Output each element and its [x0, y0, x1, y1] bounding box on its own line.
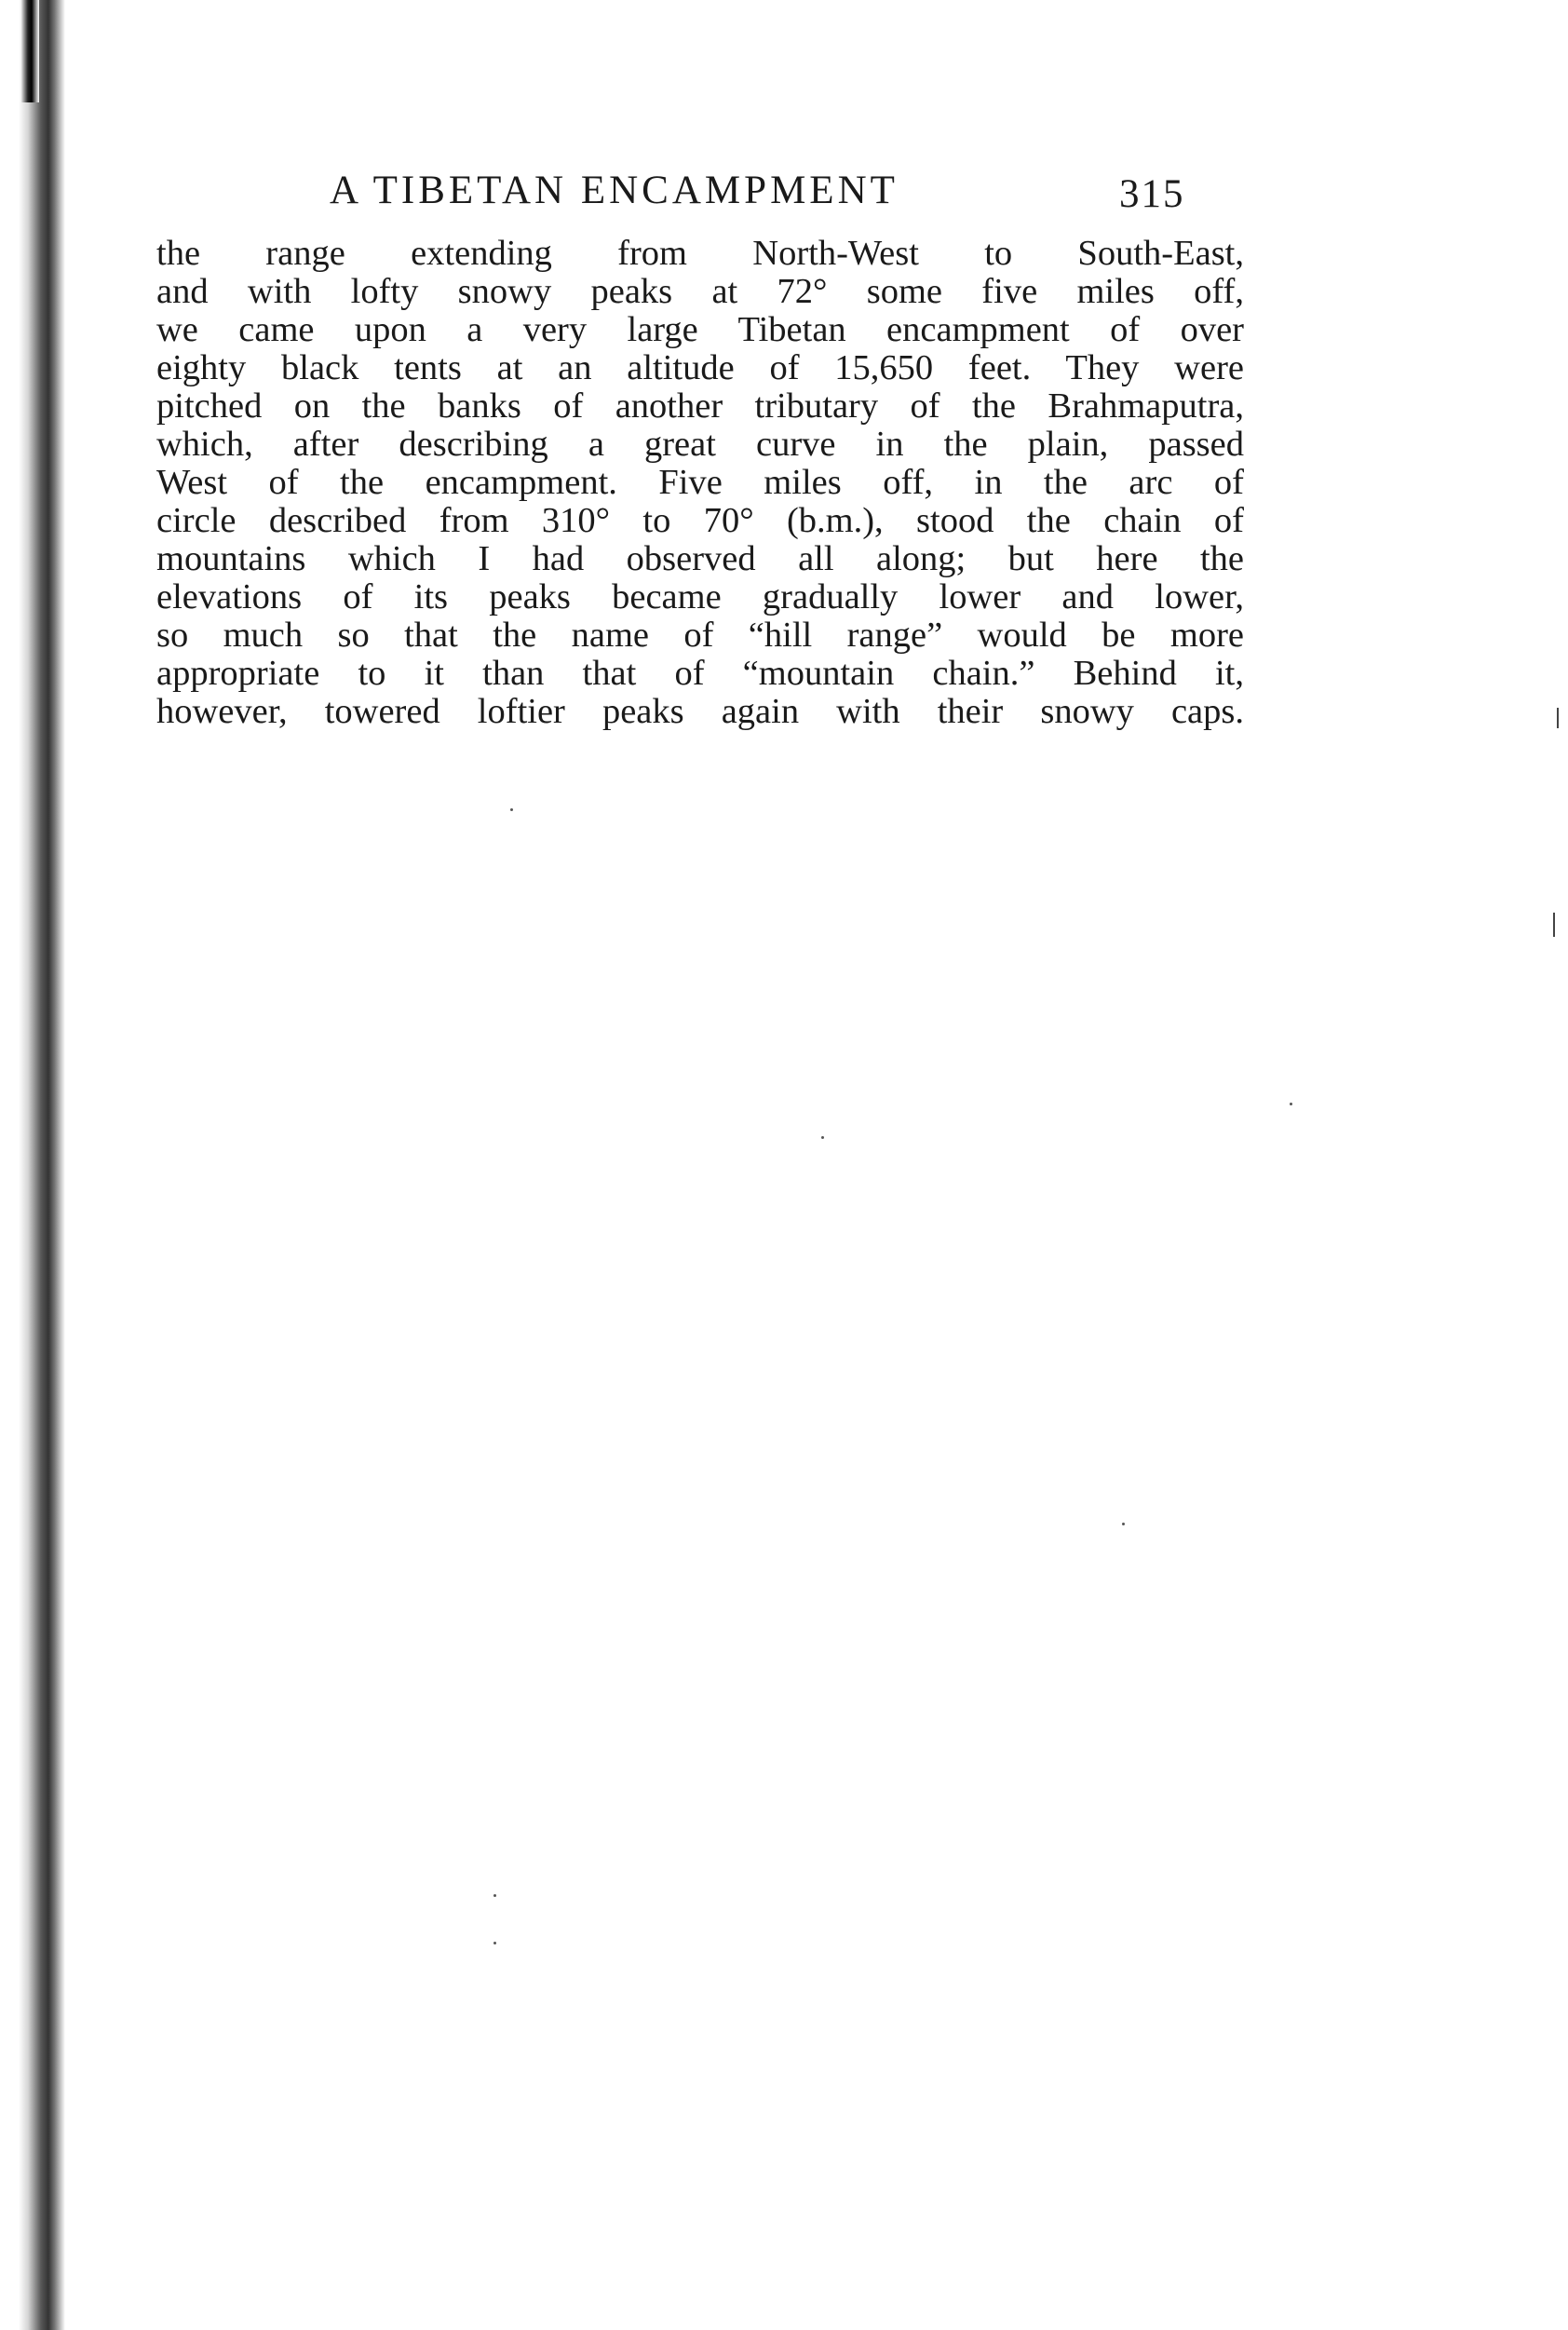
scan-edge-mark: [1557, 708, 1559, 728]
text-line: West of the encampment. Five miles off, in the arc of: [156, 463, 1244, 502]
scan-speck: [1122, 1523, 1125, 1525]
text-line: so much so that the name of “hill range” would be more: [156, 616, 1244, 655]
page-gutter-shadow-top: [20, 0, 39, 102]
scan-speck: [821, 1136, 824, 1139]
text-line: which, after describing a great curve in the plain, passed: [156, 425, 1244, 464]
body-paragraph: [156, 235, 1244, 731]
scan-speck: [493, 1942, 496, 1944]
running-head: A TIBETAN ENCAMPMENT: [330, 169, 899, 212]
text-line: we came upon a very large Tibetan encampment of over: [156, 310, 1244, 349]
page-header: [156, 163, 1255, 219]
scan-edge-mark: [1553, 913, 1555, 937]
text-line: eighty black tents at an altitude of 15,650 feet. They were: [156, 348, 1244, 387]
text-line: circle described from 310° to 70° (b.m.), stood the chain of: [156, 501, 1244, 540]
text-line: and with lofty snowy peaks at 72° some five miles off,: [156, 272, 1244, 311]
text-line: elevations of its peaks became gradually lower and lower,: [156, 577, 1244, 616]
page-gutter-shadow: [0, 0, 65, 2330]
text-line: however, towered loftier peaks again with their snowy caps.: [156, 692, 1244, 731]
scan-speck: [510, 808, 513, 811]
scan-speck: [493, 1894, 496, 1897]
page-number: 315: [1119, 172, 1185, 216]
text-line: mountains which I had observed all along; but here the: [156, 539, 1244, 578]
text-line: appropriate to it than that of “mountain chain.” Behind it,: [156, 654, 1244, 693]
scan-speck: [1290, 1103, 1292, 1105]
text-line: the range extending from North-West to South-East,: [156, 234, 1244, 273]
text-line: pitched on the banks of another tributary of the Brahmaputra,: [156, 386, 1244, 426]
